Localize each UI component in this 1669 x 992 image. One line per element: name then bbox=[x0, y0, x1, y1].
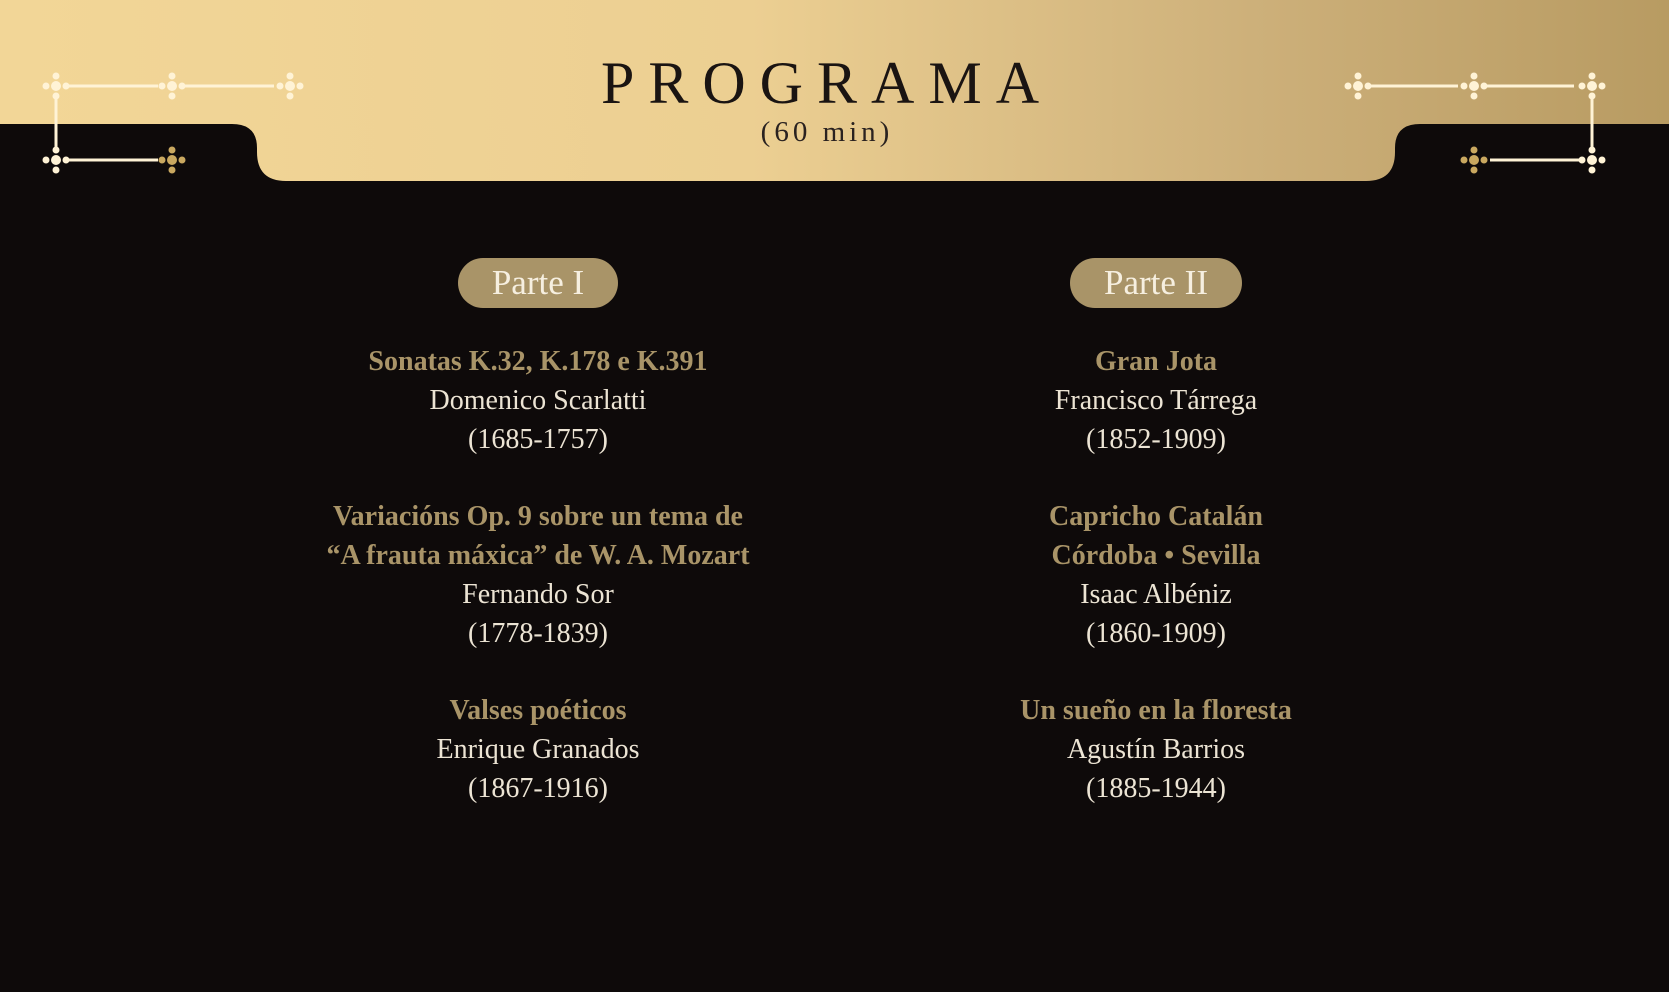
part-two-column bbox=[846, 258, 1466, 846]
page-title: PROGRAMA bbox=[600, 50, 1054, 116]
work-title: Un sueño en la floresta bbox=[1020, 695, 1292, 726]
work-title: Sonatas K.32, K.178 e K.391 bbox=[368, 346, 708, 377]
part-one-column bbox=[228, 258, 848, 846]
work-title: Variacións Op. 9 sobre un tema de bbox=[333, 501, 743, 532]
composer-name: Isaac Albéniz bbox=[1080, 579, 1232, 610]
work-title: “A frauta máxica” de W. A. Mozart bbox=[326, 540, 750, 571]
composer-name: Francisco Tárrega bbox=[1054, 385, 1258, 416]
program-piece bbox=[846, 342, 1466, 459]
composer-name: Domenico Scarlatti bbox=[429, 385, 647, 416]
composer-years: (1852-1909) bbox=[1086, 424, 1226, 455]
composer-name: Enrique Granados bbox=[436, 734, 640, 765]
work-title: Gran Jota bbox=[1094, 346, 1218, 377]
program-piece bbox=[228, 342, 848, 459]
program-piece bbox=[228, 497, 848, 653]
part-one-badge: Parte I bbox=[458, 258, 618, 308]
composer-name: Fernando Sor bbox=[462, 579, 614, 610]
composer-years: (1778-1839) bbox=[468, 618, 608, 649]
program-piece bbox=[846, 691, 1466, 808]
header-banner bbox=[0, 0, 1669, 182]
duration-label: (60 min) bbox=[760, 116, 894, 148]
work-title: Valses poéticos bbox=[449, 695, 627, 726]
composer-years: (1860-1909) bbox=[1086, 618, 1226, 649]
composer-years: (1685-1757) bbox=[468, 424, 608, 455]
work-title: Capricho Catalán bbox=[1049, 501, 1263, 532]
program-piece bbox=[846, 497, 1466, 653]
composer-years: (1885-1944) bbox=[1086, 773, 1226, 804]
program-piece bbox=[228, 691, 848, 808]
composer-years: (1867-1916) bbox=[468, 773, 608, 804]
part-two-badge: Parte II bbox=[1070, 258, 1242, 308]
work-title: Córdoba • Sevilla bbox=[1051, 540, 1261, 571]
composer-name: Agustín Barrios bbox=[1066, 734, 1246, 765]
